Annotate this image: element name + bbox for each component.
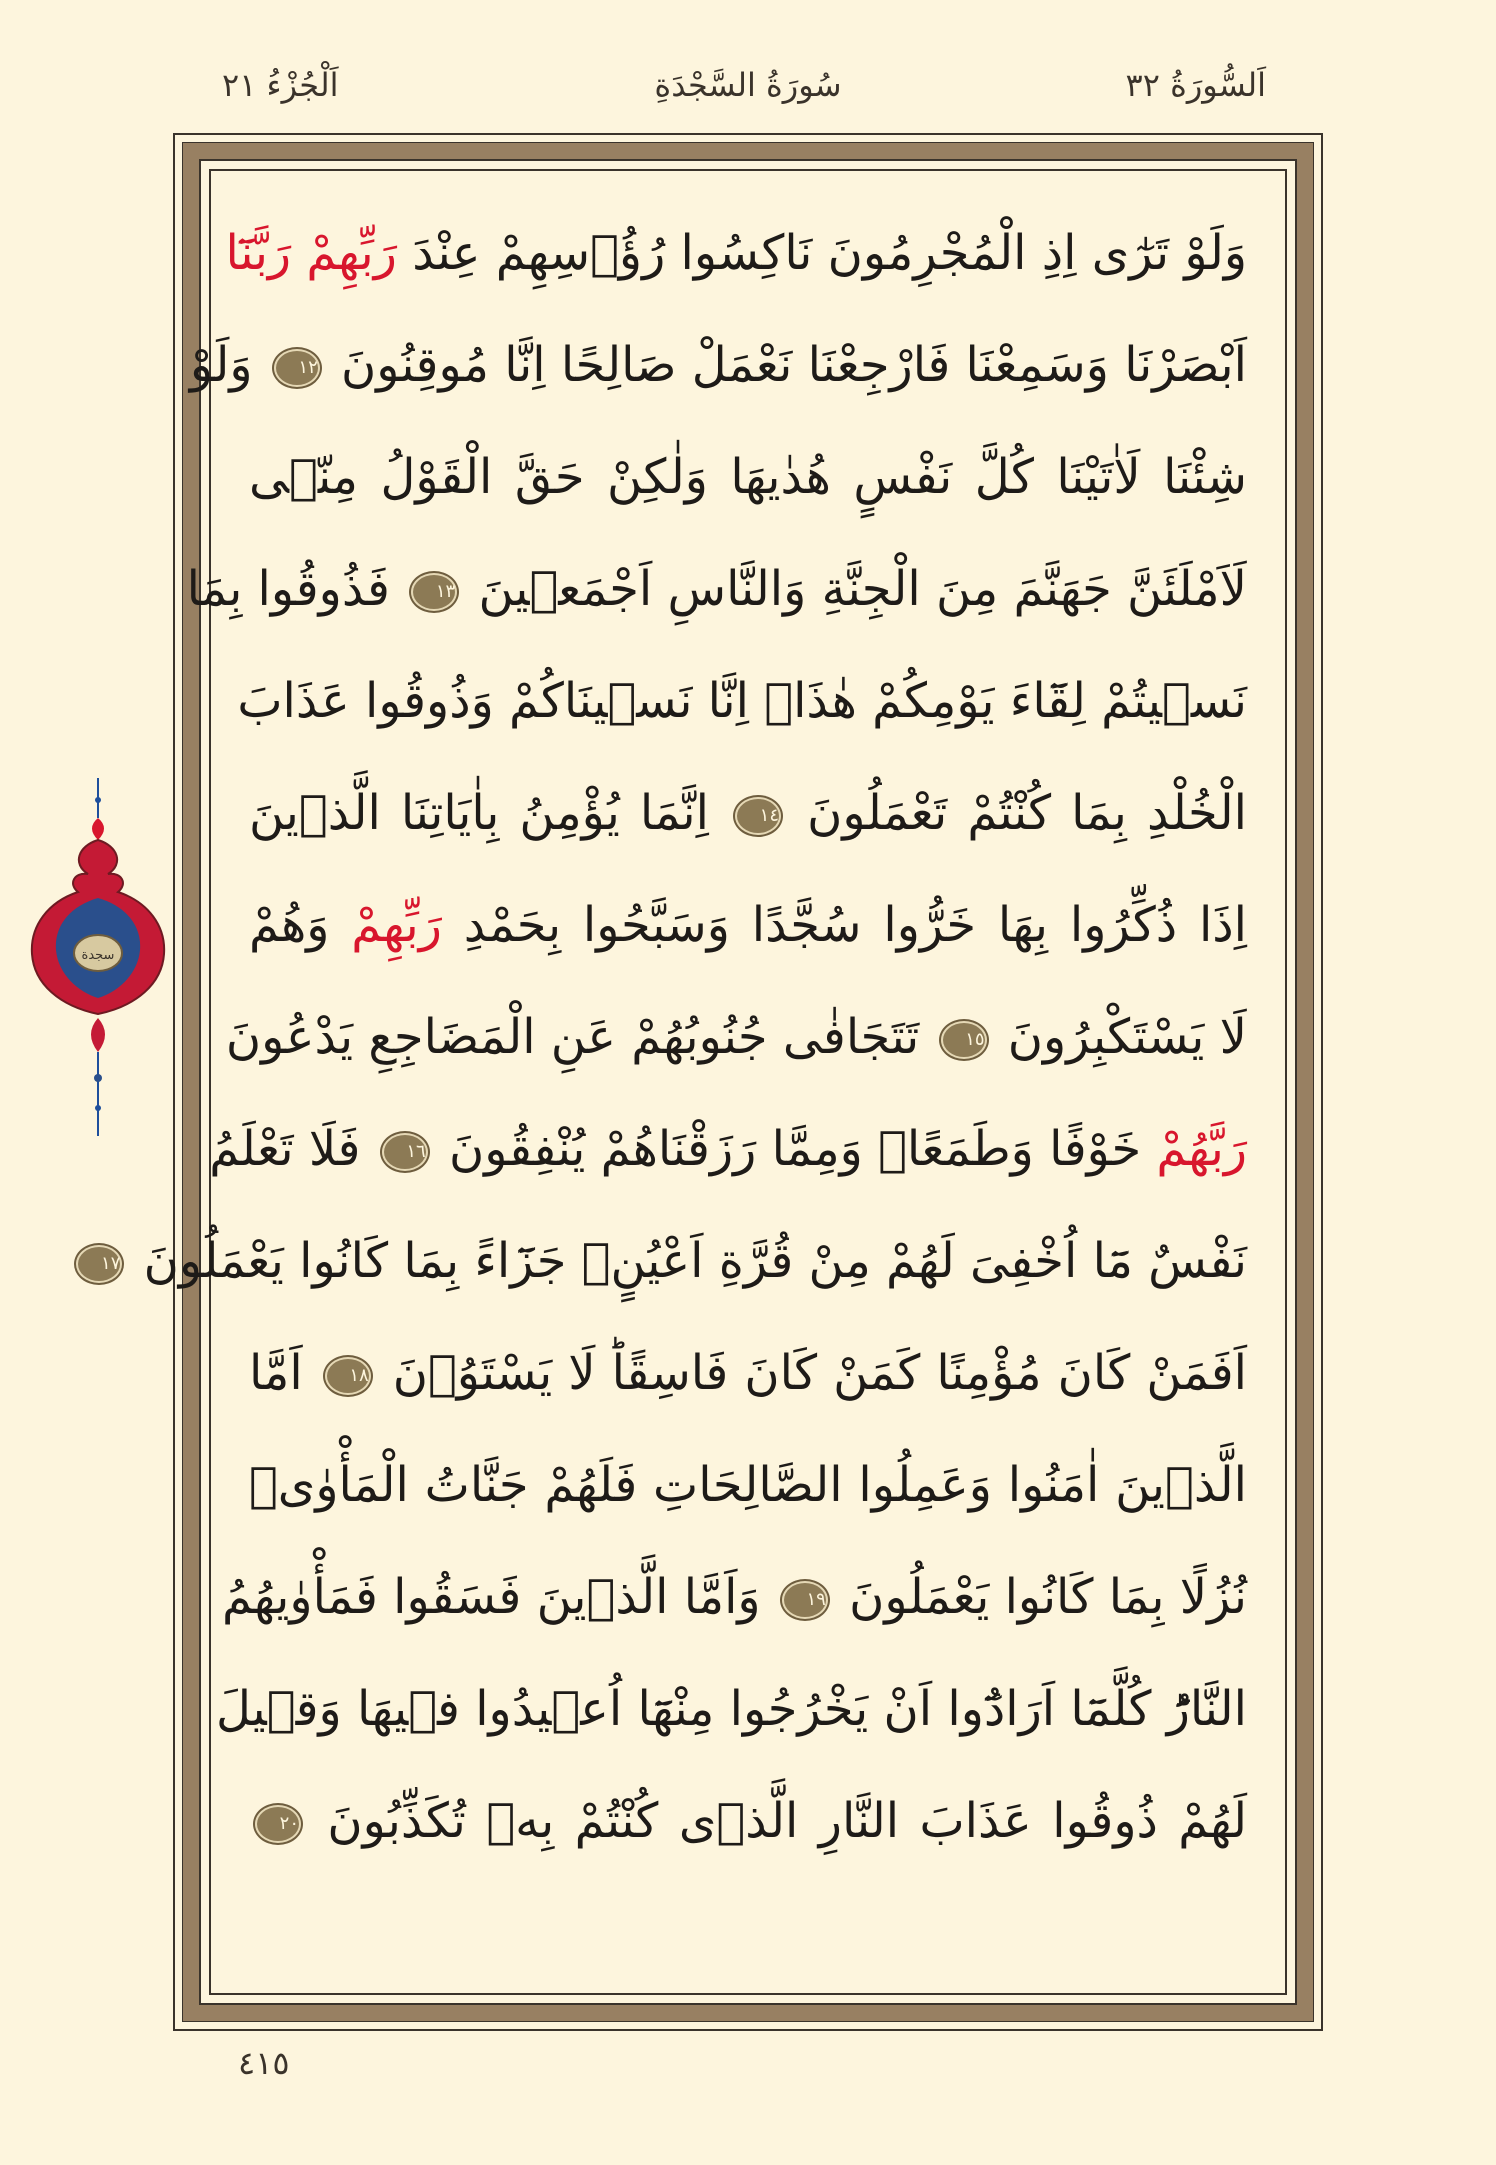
- verse-lines: [101, 171, 1285, 1993]
- verse-line: [249, 757, 1247, 869]
- verse-text: وَلَوْ تَرٰٓى اِذِ الْمُجْرِمُونَ نَاكِسُوا رُؤُ۫سِهِمْ عِنْدَ: [396, 225, 1247, 281]
- verse-line: [209, 1093, 1247, 1205]
- surah-number: اَلسُّورَةُ ٣٢: [1125, 66, 1266, 104]
- highlighted-word: رَبِّهِمْ: [351, 897, 442, 953]
- ayah-number-marker: ١٩: [782, 1581, 828, 1619]
- highlighted-word: رَبِّهِمْ رَبَّنَٓا: [225, 225, 397, 281]
- verse-line: [249, 1317, 1247, 1429]
- verse-text: وَهُمْ: [249, 897, 352, 953]
- verse-text: وَلَوْ: [189, 337, 268, 393]
- ayah-number-marker: ١٧: [76, 1245, 122, 1283]
- juz-label: اَلْجُزْءُ ٢١: [222, 66, 339, 104]
- verse-line: [249, 1765, 1247, 1877]
- verse-text: اَبْصَرْنَا وَسَمِعْنَا فَارْجِعْنَا نَعْمَلْ صَالِحًا اِنَّا مُوقِنُونَ: [325, 337, 1247, 393]
- verse-text: نَفْسٌ مَٓا اُخْفِىَ لَهُمْ مِنْ قُرَّةِ اَعْيُنٍۚ جَزَٓاءً بِمَا كَانُوا يَعْمَلُونَ: [128, 1233, 1247, 1289]
- ayah-number-marker: ١٦: [382, 1133, 428, 1171]
- page-number: ٤١٥: [238, 2044, 290, 2082]
- verse-line: [249, 1429, 1247, 1541]
- verse-line: [215, 1653, 1247, 1765]
- text-area: [101, 169, 1287, 1995]
- verse-line: [189, 309, 1247, 421]
- verse-text: الَّذ۪ينَ اٰمَنُوا وَعَمِلُوا الصَّالِحَاتِ فَلَهُمْ جَنَّاتُ الْمَأْوٰىۘ: [249, 1457, 1247, 1513]
- verse-line: [249, 869, 1247, 981]
- surah-name: سُورَةُ السَّجْدَةِ: [654, 66, 842, 104]
- verse-line: [237, 645, 1247, 757]
- verse-text: اَفَمَنْ كَانَ مُؤْمِنًا كَمَنْ كَانَ فَاسِقًاؕ لَا يَسْتَوُ۫نَ: [376, 1345, 1247, 1401]
- verse-line: [186, 533, 1247, 645]
- ayah-number-marker: ١٢: [274, 349, 320, 387]
- verse-text: لَاَمْلَئَنَّ جَهَنَّمَ مِنَ الْجِنَّةِ وَالنَّاسِ اَجْمَع۪ينَ: [463, 561, 1247, 617]
- verse-text: لَهُمْ ذُوقُوا عَذَابَ النَّارِ الَّذ۪ى كُنْتُمْ بِه۪ تُكَذِّبُونَ: [307, 1793, 1247, 1849]
- highlighted-word: رَبَّهُمْ: [1156, 1121, 1247, 1177]
- verse-text: شِئْنَا لَاٰتَيْنَا كُلَّ نَفْسٍ هُدٰيهَا وَلٰكِنْ حَقَّ الْقَوْلُ مِنّ۪ى: [249, 449, 1247, 505]
- sajdah-ornament-icon: [28, 778, 168, 1136]
- verse-text: تَتَجَافٰى جُنُوبُهُمْ عَنِ الْمَضَاجِعِ يَدْعُونَ: [225, 1009, 935, 1065]
- verse-line: [225, 197, 1247, 309]
- verse-text: اِنَّمَا يُؤْمِنُ بِاٰيَاتِنَا الَّذ۪ينَ: [249, 785, 730, 841]
- verse-line: [221, 1541, 1247, 1653]
- verse-line: [225, 981, 1247, 1093]
- ayah-number-marker: ١٨: [325, 1357, 371, 1395]
- verse-text: فَلَا تَعْلَمُ: [209, 1121, 376, 1177]
- verse-text: فَذُوقُوا بِمَا: [186, 561, 406, 617]
- verse-text: اَمَّا: [249, 1345, 319, 1401]
- verse-text: نُزُلًا بِمَا كَانُوا يَعْمَلُونَ: [833, 1569, 1247, 1625]
- verse-text: نَس۪يتُمْ لِقَٓاءَ يَوْمِكُمْ هٰذَاۚ اِنَّا نَس۪ينَاكُمْ وَذُوقُوا عَذَابَ: [237, 673, 1247, 729]
- verse-text: وَاَمَّا الَّذ۪ينَ فَسَقُوا فَمَأْوٰيهُمُ: [221, 1569, 776, 1625]
- ayah-number-marker: ١٤: [735, 797, 781, 835]
- ayah-number-marker: ١٥: [941, 1021, 987, 1059]
- verse-text: الْخُلْدِ بِمَا كُنْتُمْ تَعْمَلُونَ: [787, 785, 1247, 841]
- ayah-number-marker: ٢٠: [255, 1805, 301, 1843]
- verse-line: [101, 1205, 1247, 1317]
- ayah-number-marker: ١٣: [411, 573, 457, 611]
- verse-text: لَا يَسْتَكْبِرُونَ: [992, 1009, 1247, 1065]
- verse-text: النَّارُؕ كُلَّمَٓا اَرَادُٓوا اَنْ يَخْرُجُوا مِنْهَٓا اُع۪يدُوا ف۪يهَا وَق۪يلَ: [215, 1681, 1247, 1737]
- sajdah-label: سجدة: [81, 948, 115, 963]
- page-frame: [101, 133, 1323, 2031]
- verse-text: خَوْفًا وَطَمَعًاۘ وَمِمَّا رَزَقْنَاهُمْ يُنْفِقُونَ: [433, 1121, 1157, 1177]
- verse-line: [249, 421, 1247, 533]
- verse-text: اِذَا ذُكِّرُوا بِهَا خَرُّوا سُجَّدًا وَسَبَّحُوا بِحَمْدِ: [441, 897, 1247, 953]
